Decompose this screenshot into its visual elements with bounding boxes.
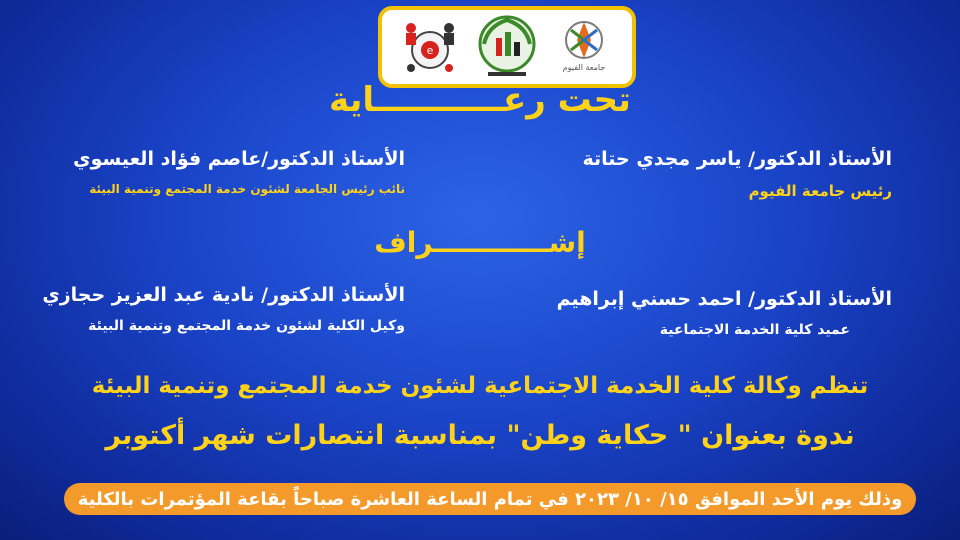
date-banner-text: وذلك يوم الأحد الموافق ١٥/ ١٠/ ٢٠٢٣ في تمام الساعة العاشرة صباحاً بقاعة المؤتمرات بالكلية [77, 488, 903, 510]
organizer-line: تنظم وكالة كلية الخدمة الاجتماعية لشئون خدمة المجتمع وتنمية البيئة [91, 373, 869, 399]
sponsor-right-role: رئيس جامعة الفيوم [748, 182, 892, 200]
logos-panel [378, 6, 636, 88]
fayoum-logo-caption: جامعة الفيوم [562, 63, 605, 72]
community-service-emblem-icon [474, 14, 540, 80]
supervision-title: إشــــــــــــراف [374, 226, 586, 259]
sponsor-left-name: الأستاذ الدكتور/عاصم فؤاد العيسوي [73, 148, 405, 170]
supervisor-right-name: الأستاذ الدكتور/ احمد حسني إبراهيم [556, 288, 892, 310]
supervisor-right-role: عميد كلية الخدمة الاجتماعية [659, 322, 850, 338]
sponsor-right-name: الأستاذ الدكتور/ ياسر مجدي حتاتة [582, 148, 892, 170]
date-banner [64, 483, 916, 515]
sponsorship-title: تحت رعـــــــــــاية [329, 80, 631, 120]
supervisor-left-name: الأستاذ الدكتور/ نادية عبد العزيز حجازي [42, 284, 405, 306]
sponsor-left-role: نائب رئيس الجامعة لشئون خدمة المجتمع وتنمية البيئة [89, 182, 405, 196]
svg-text:e: e [426, 44, 434, 57]
supervisor-left-role: وكيل الكلية لشئون خدمة المجتمع وتنمية البيئة [88, 318, 405, 334]
service-organization-logo-icon [397, 14, 463, 80]
seminar-title: ندوة بعنوان " حكاية وطن" بمناسبة انتصارات شهر أكتوبر [105, 420, 855, 451]
fayoum-university-logo-icon [551, 14, 617, 80]
